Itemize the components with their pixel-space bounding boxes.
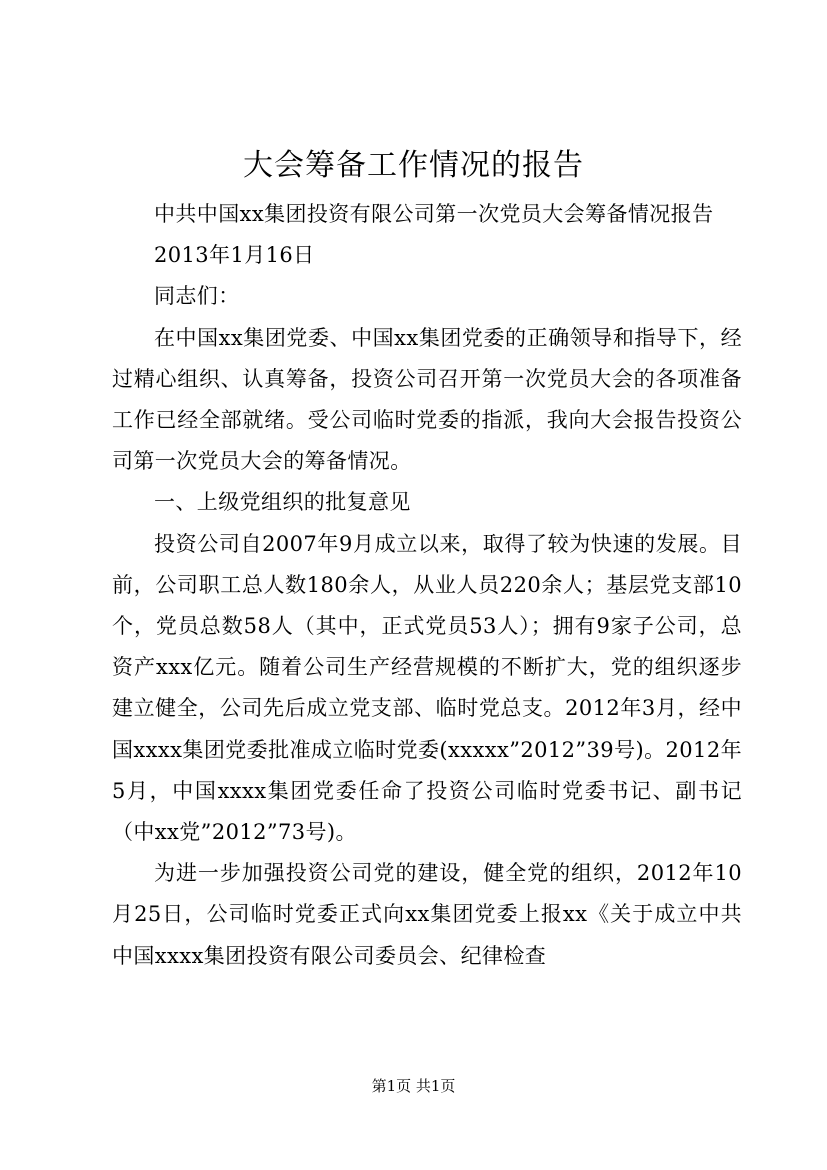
paragraph-salutation: 同志们： [154, 284, 240, 309]
page-number-footer: 第1页 共1页 [371, 1077, 456, 1095]
paragraph-party-building: 为进一步加强投资公司党的建设，健全党的组织，2012年10月25日，公司临时党委正式向xx集团党委上报xx《关于成立中共中国xxxx集团投资有限公司委员会、纪律检查 [112, 861, 742, 968]
document-body [112, 194, 742, 977]
paragraph-intro: 在中国xx集团党委、中国xx集团党委的正确领导和指导下，经过精心组织、认真筹备，投资公司召开第一次党员大会的各项准备工作已经全部就绪。受公司临时党委的指派，我向大会报告投资公司第一次党员大会的筹备情况。 [112, 325, 742, 474]
paragraph-heading-line: 中共中国xx集团投资有限公司第一次党员大会筹备情况报告 [154, 202, 714, 226]
section-heading: 一、上级党组织的批复意见 [154, 490, 411, 515]
paragraph-date: 2013年1月16日 [154, 243, 315, 268]
paragraph-company-overview: 投资公司自2007年9月成立以来，取得了较为快速的发展。目前，公司职工总人数180余人，从业人员220余人；基层党支部10个，党员总数58人（其中，正式党员53人）；拥有9家子公司，总资产xxx亿元。随着公司生产经营规模的不断扩大，党的组织逐步建立健全，公司先后成立党支部、临时党总支。2012年3月，经中国xxxx集团党委批准成立临时党委(xxxxx”2012”39号)。2012年5月，中国xxxx集团党委任命了投资公司临时党委书记、副书记（中xx党”2012”73号)。 [112, 531, 742, 845]
document-title: 大会筹备工作情况的报告 [243, 148, 584, 183]
